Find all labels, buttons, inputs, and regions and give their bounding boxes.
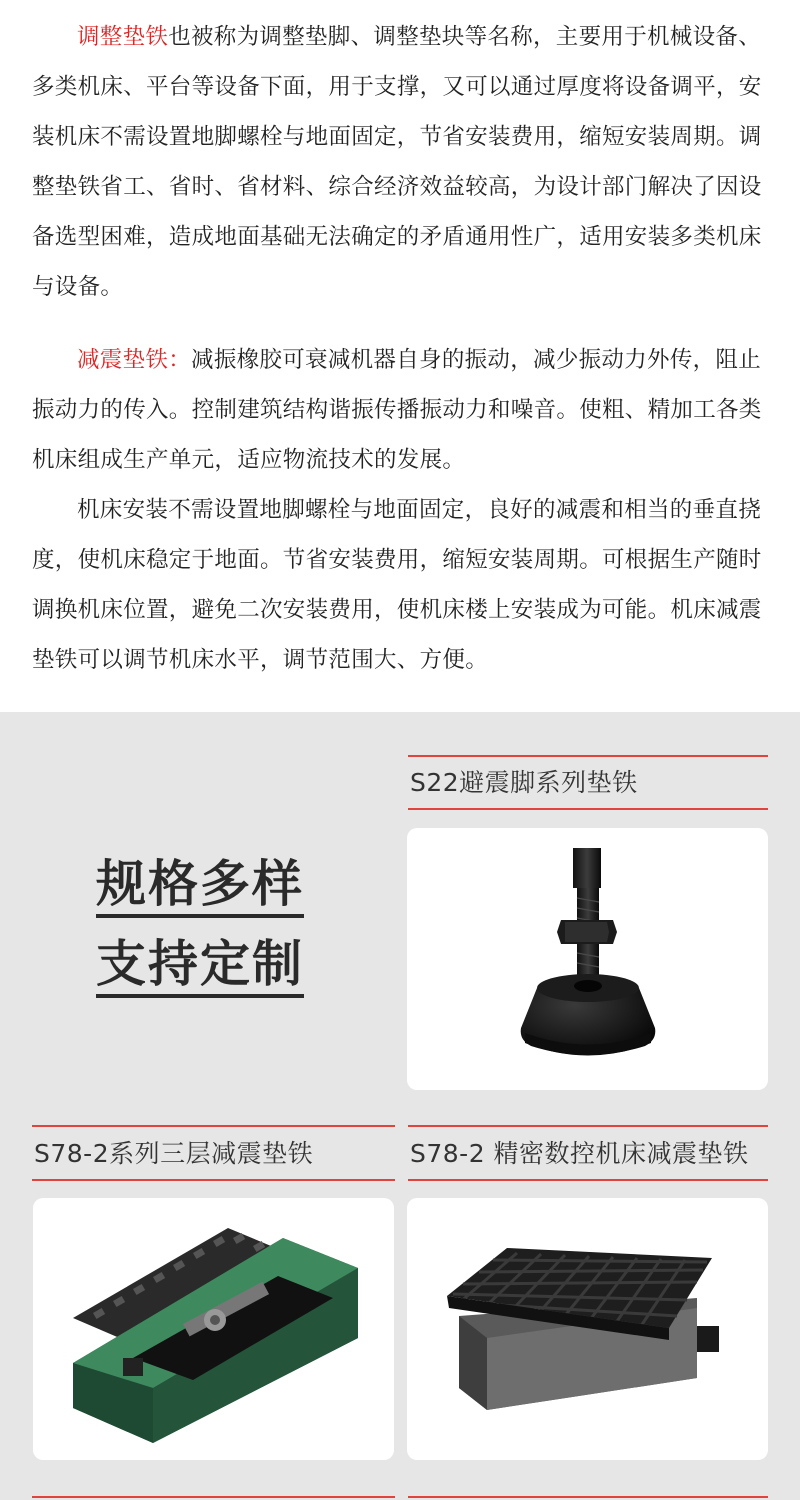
rubber-pad-mount-image xyxy=(407,1198,768,1460)
leveling-foot-image xyxy=(407,828,768,1090)
adjust-pad-text: 也被称为调整垫脚、调整垫块等名称，主要用于机械设备、多类机床、平台等设备下面，用于支撑，又可以通过厚度将设备调平，安装机床不需设置地脚螺栓与地面固定，节省安装费用，缩短安装周期。调整垫铁省工、省时、省材料、综合经济效益较高，为设计部门解决了因设备选型困难，造成地面基础无法确定的矛盾通用性广，适用安装多类机床与设备。 xyxy=(32,24,762,300)
product-card-s78-2-three-layer[interactable] xyxy=(33,1198,394,1460)
highlight-damping-pad: 减震垫铁： xyxy=(77,347,192,373)
title-rule-top xyxy=(408,1125,768,1127)
intro-section xyxy=(0,0,800,712)
slogan-line-1: 规格多样 xyxy=(96,854,304,918)
product-title-s78-2-precision: S78-2 精密数控机床减震垫铁 xyxy=(410,1139,749,1168)
title-rule-top xyxy=(32,1125,395,1127)
three-layer-mount-image xyxy=(33,1198,394,1460)
products-section xyxy=(0,712,800,1500)
product-title-s78-2-three-layer: S78-2系列三层减震垫铁 xyxy=(34,1139,314,1168)
title-rule-top xyxy=(408,1496,768,1498)
slogan-line-2: 支持定制 xyxy=(96,934,304,998)
title-rule-top xyxy=(408,755,768,757)
intro-paragraph-damping xyxy=(32,335,768,485)
title-rule-top xyxy=(32,1496,395,1498)
title-rule-bottom xyxy=(32,1179,395,1181)
product-card-s22[interactable] xyxy=(407,828,768,1090)
product-card-s78-2-precision[interactable] xyxy=(407,1198,768,1460)
highlight-adjust-pad: 调整垫铁 xyxy=(77,24,169,50)
title-rule-bottom xyxy=(408,1179,768,1181)
intro-paragraph-install xyxy=(32,485,768,685)
title-rule-bottom xyxy=(408,808,768,810)
intro-paragraph-adjust xyxy=(32,12,768,312)
install-text: 机床安装不需设置地脚螺栓与地面固定，良好的减震和相当的垂直挠度，使机床稳定于地面。节省安装费用，缩短安装周期。可根据生产随时调换机床位置，避免二次安装费用，使机床楼上安装成为可能。机床减震垫铁可以调节机床水平，调节范围大、方便。 xyxy=(32,497,762,673)
product-title-s22: S22避震脚系列垫铁 xyxy=(410,768,638,797)
damping-pad-text: 减振橡胶可衰减机器自身的振动，减少振动力外传，阻止振动力的传入。控制建筑结构谐振传播振动力和噪音。使粗、精加工各类机床组成生产单元，适应物流技术的发展。 xyxy=(32,347,762,473)
